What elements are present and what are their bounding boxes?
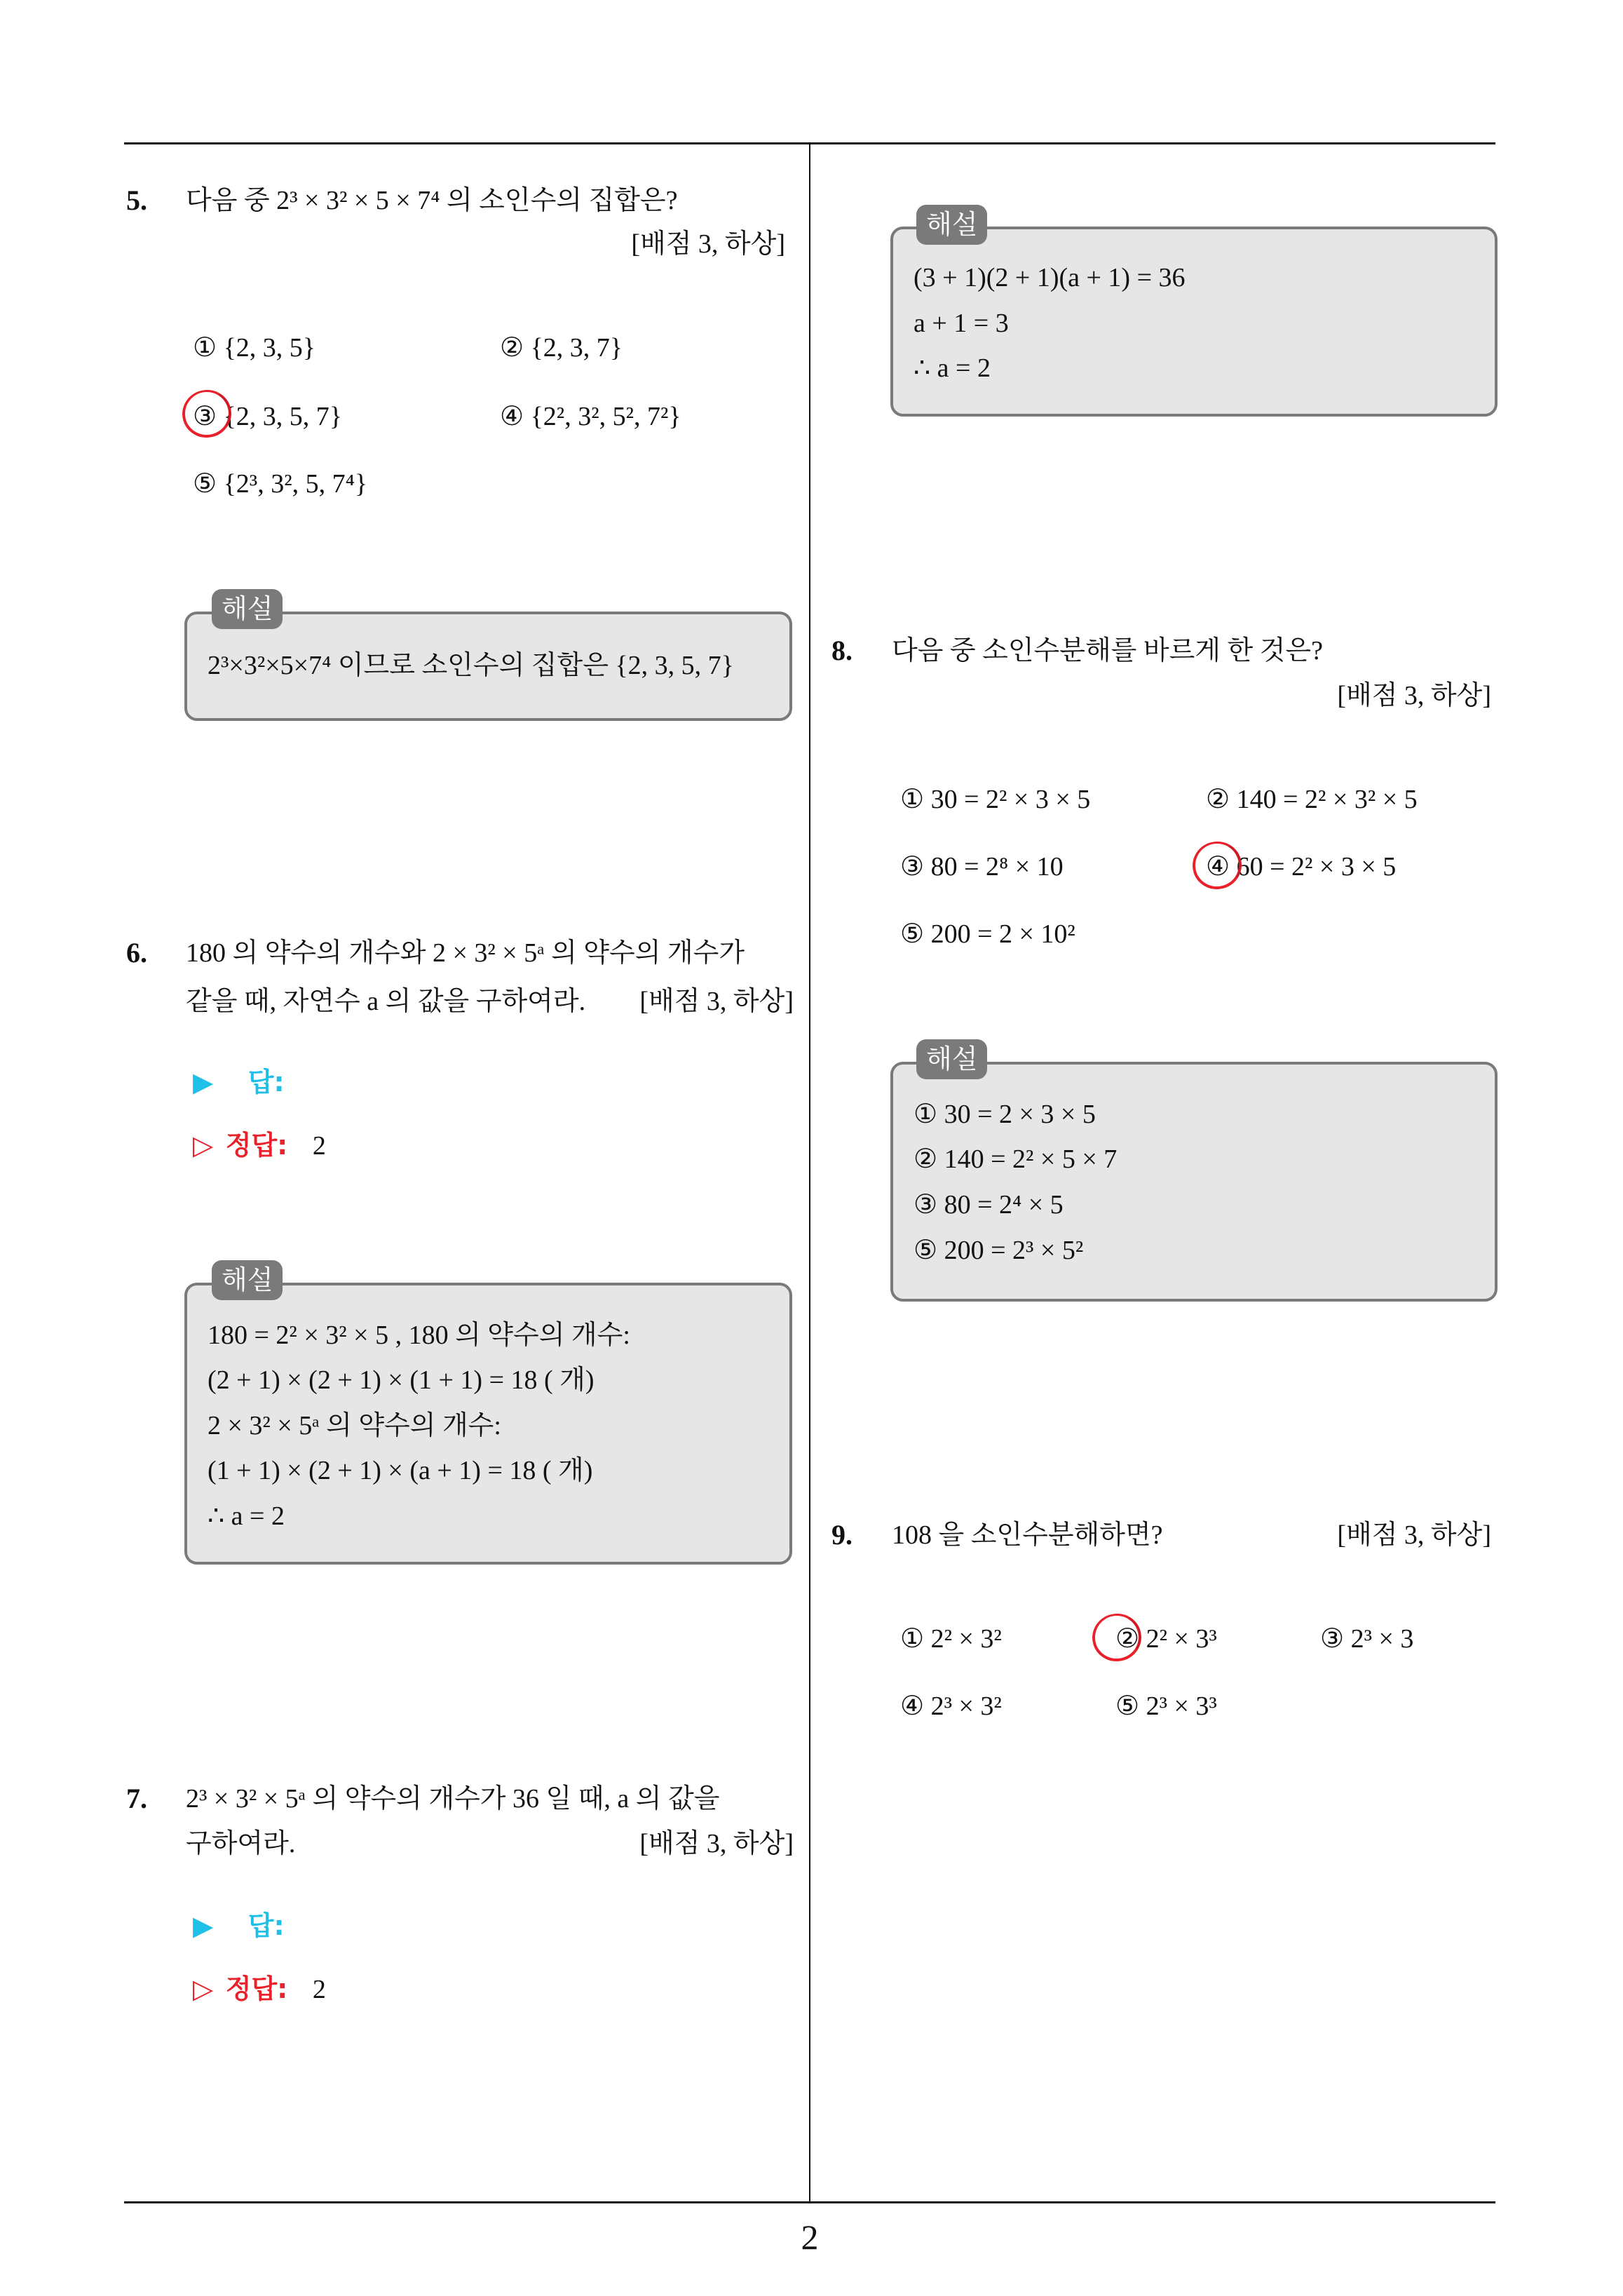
solution-line: ③ 80 = 2⁴ × 5: [914, 1190, 1064, 1220]
problem-text: 다음 중 소인수분해를 바르게 한 것은?: [892, 636, 1323, 666]
problem-text-line2: 구하여라.: [186, 1829, 296, 1858]
option-5: ⑤ {2³, 3², 5, 7⁴}: [193, 469, 368, 499]
correct-answer-row: [193, 1128, 326, 1163]
problem-text: 다음 중 2³ × 3² × 5 × 7⁴ 의 소인수의 집합은?: [186, 186, 678, 215]
solution-line: ∴ a = 2: [208, 1501, 285, 1531]
problem-text-line1: 2³ × 3² × 5ᵃ 의 약수의 개수가 36 일 때, a 의 값을: [186, 1784, 720, 1814]
answer-mark-circle: [1188, 837, 1247, 893]
problem-number: 7.: [126, 1783, 147, 1814]
solution-line: (3 + 1)(2 + 1)(a + 1) = 36: [914, 263, 1186, 292]
score-label: [배점 3, 하상]: [639, 987, 794, 1016]
option-1: ① 30 = 2² × 3 × 5: [900, 785, 1091, 814]
option-3: ③ 80 = 2⁸ × 10: [900, 852, 1064, 882]
option-2: ② 2² × 3³: [1115, 1624, 1217, 1654]
problem-number: 6.: [126, 937, 147, 968]
answer-label: 답:: [247, 1067, 285, 1098]
solution-line: ⑤ 200 = 2³ × 5²: [914, 1236, 1084, 1265]
solution-tab: 해설: [212, 589, 283, 629]
answer-mark-circle: [1088, 1609, 1146, 1666]
solution-line: 180 = 2² × 3² × 5 , 180 의 약수의 개수:: [208, 1321, 630, 1350]
page-number: 2: [801, 2217, 819, 2257]
score-label: [배점 3, 하상]: [1337, 681, 1491, 710]
problem-text-line2: 같을 때, 자연수 a 의 값을 구하여라.: [186, 987, 586, 1016]
correct-answer-value: 2: [312, 1131, 326, 1161]
option-2: ② {2, 3, 7}: [500, 333, 623, 363]
solution-tab: 해설: [916, 1039, 987, 1079]
problem-number: 9.: [831, 1519, 853, 1551]
answer-label: 답:: [247, 1910, 285, 1941]
solution-tab: 해설: [212, 1260, 283, 1300]
solution-line: ② 140 = 2² × 5 × 7: [914, 1144, 1118, 1174]
correct-answer-label: 정답:: [225, 1973, 288, 2004]
problem-text-line1: 180 의 약수의 개수와 2 × 3² × 5ᵃ 의 약수의 개수가: [186, 938, 745, 968]
solution-line: a + 1 = 3: [914, 309, 1009, 338]
problem-number: 8.: [831, 635, 853, 666]
option-3: ③ 2³ × 3: [1320, 1624, 1414, 1654]
score-label: [배점 3, 하상]: [639, 1829, 794, 1858]
play-triangle-icon: ▶: [193, 1910, 214, 1941]
correct-answer-label: 정답:: [225, 1130, 288, 1161]
option-4: ④ 60 = 2² × 3 × 5: [1206, 852, 1397, 882]
solution-tab: 해설: [916, 205, 987, 245]
solution-line: ① 30 = 2 × 3 × 5: [914, 1100, 1096, 1129]
option-3: ③ {2, 3, 5, 7}: [193, 402, 343, 431]
solution-line: 2 × 3² × 5ᵃ 의 약수의 개수:: [208, 1411, 501, 1440]
option-5: ⑤ 2³ × 3³: [1115, 1691, 1217, 1721]
option-4: ④ 2³ × 3²: [900, 1691, 1002, 1721]
option-1: ① 2² × 3²: [900, 1624, 1002, 1654]
problem-number: 5.: [126, 184, 147, 216]
option-5: ⑤ 200 = 2 × 10²: [900, 919, 1075, 949]
correct-answer-row: [193, 1971, 326, 2006]
option-4: ④ {2², 3², 5², 7²}: [500, 402, 681, 431]
column-divider: [809, 143, 810, 2202]
option-2: ② 140 = 2² × 3² × 5: [1206, 785, 1418, 814]
answer-row: [193, 1908, 285, 1943]
answer-row: [193, 1065, 285, 1100]
solution-line: 2³×3²×5×7⁴ 이므로 소인수의 집합은 {2, 3, 5, 7}: [208, 651, 734, 680]
solution-line: (1 + 1) × (2 + 1) × (a + 1) = 18 ( 개): [208, 1456, 593, 1485]
outline-triangle-icon: ▷: [193, 1973, 214, 2004]
score-label: [배점 3, 하상]: [631, 229, 785, 259]
solution-line: (2 + 1) × (2 + 1) × (1 + 1) = 18 ( 개): [208, 1365, 595, 1395]
problem-text: 108 을 소인수분해하면?: [892, 1520, 1163, 1550]
outline-triangle-icon: ▷: [193, 1130, 214, 1161]
correct-answer-value: 2: [312, 1975, 326, 2004]
solution-line: ∴ a = 2: [914, 353, 991, 383]
play-triangle-icon: ▶: [193, 1067, 214, 1098]
option-1: ① {2, 3, 5}: [193, 333, 316, 363]
score-label: [배점 3, 하상]: [1337, 1520, 1491, 1550]
